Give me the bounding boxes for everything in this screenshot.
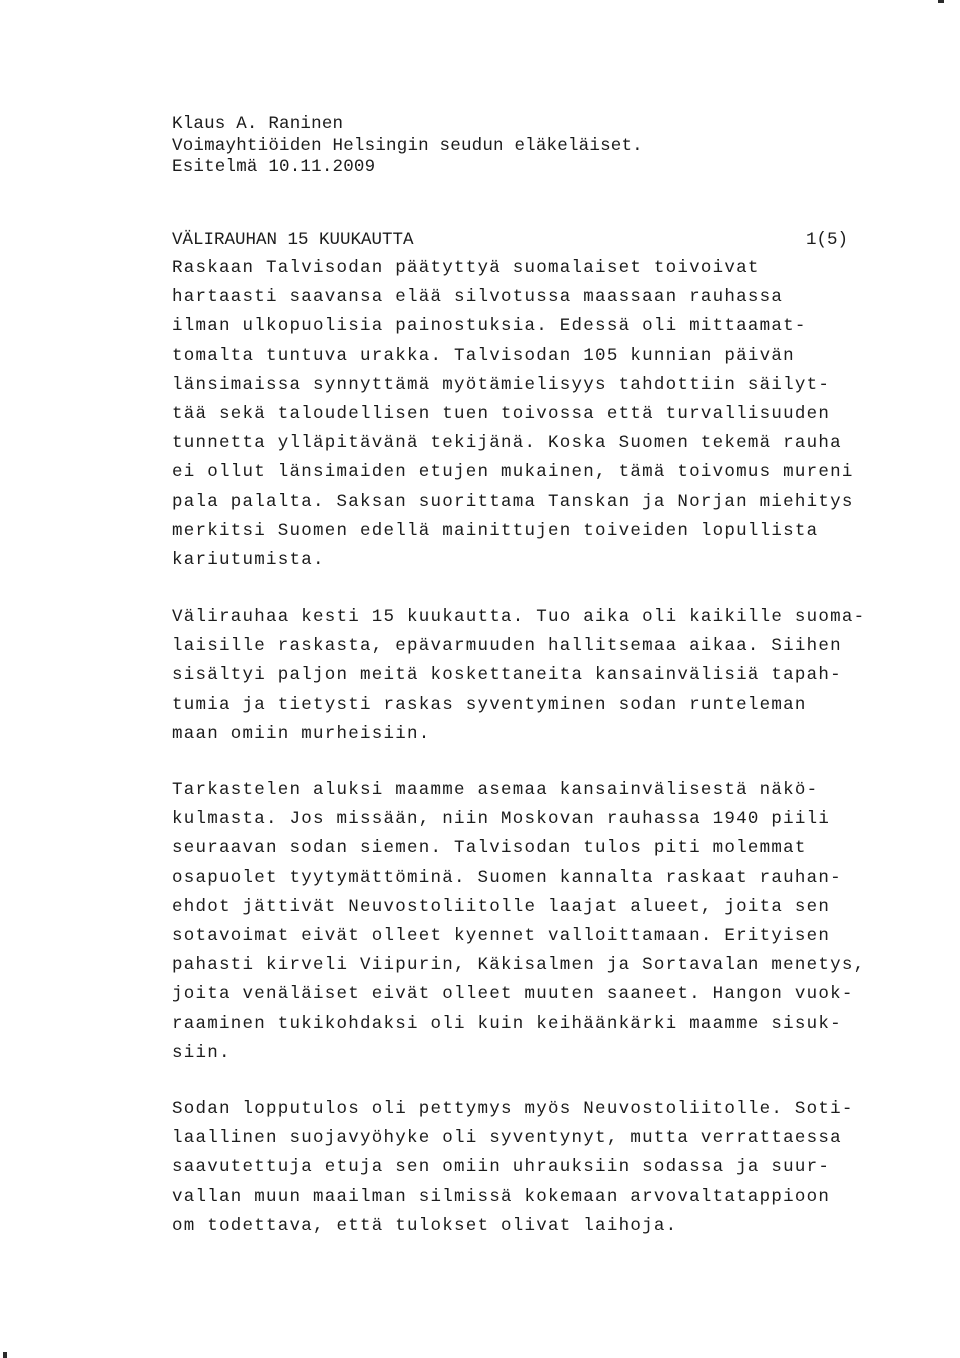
text-line: laallinen suojavyöhyke oli syventynyt, mutta verrattaessa — [172, 1128, 842, 1149]
document-header — [172, 114, 643, 179]
text-line: Välirauhaa kesti 15 kuukautta. Tuo aika oli kaikille suoma- — [172, 607, 866, 627]
paragraph-3 — [172, 776, 865, 1068]
text-line: raaminen tukikohdaksi oli kuin keihäänkärki maamme sisuk- — [172, 1013, 842, 1034]
text-line: tää sekä taloudellisen tuen toivossa että turvallisuuden — [172, 404, 831, 425]
text-line: länsimaissa synnyttämä myötämielisyys tahdottiin säilyt- — [172, 374, 831, 395]
text-line: sotavoimat eivät olleet kyennet valloittamaan. Erityisen — [172, 926, 831, 947]
text-line: pahasti kirveli Viipurin, Käkisalmen ja Sortavalan menetys, — [172, 955, 866, 976]
text-line: merkitsi Suomen edellä mainittujen toiveiden lopullista — [172, 520, 819, 541]
organization-name: Voimayhtiöiden Helsingin seudun eläkeläiset. — [172, 135, 643, 156]
text-line: siin. — [172, 1042, 231, 1063]
text-line: ehdot jättivät Neuvostoliitolle laajat alueet, joita sen — [172, 896, 831, 917]
paragraph-2 — [172, 603, 865, 749]
text-line: maan omiin murheisiin. — [172, 723, 431, 744]
text-line: seuraavan sodan siemen. Talvisodan tulos piti molemmat — [172, 838, 807, 859]
text-line: tumia ja tietysti raskas syventyminen sodan runteleman — [172, 694, 807, 715]
page-number: 1(5) — [805, 230, 848, 250]
text-line: sisältyi paljon meitä koskettaneita kansainvälisiä tapah- — [172, 665, 842, 686]
text-line: joita venäläiset eivät olleet muuten saaneet. Hangon vuok- — [172, 984, 854, 1005]
text-line: hartaasti saavansa elää silvotussa maassaan rauhassa — [172, 287, 784, 308]
text-line: tomalta tuntuva urakka. Talvisodan 105 kunnian päivän — [172, 345, 795, 366]
text-line: Tarkastelen aluksi maamme asemaa kansainvälisestä näkö- — [172, 780, 819, 800]
paragraph-4 — [172, 1095, 854, 1241]
text-line: Sodan lopputulos oli pettymys myös Neuvostoliitolle. Soti- — [172, 1099, 854, 1119]
scan-mark — [938, 0, 944, 3]
text-line: vallan muun maailman silmissä kokemaan arvovaltatappioon — [172, 1186, 831, 1207]
text-line: tunnetta ylläpitävänä tekijänä. Koska Suomen tekemä rauha — [172, 433, 842, 454]
presentation-date: Esitelmä 10.11.2009 — [172, 157, 376, 177]
text-line: kulmasta. Jos missään, niin Moskovan rauhassa 1940 piili — [172, 809, 831, 830]
scan-mark — [3, 1352, 7, 1358]
text-line: ei ollut länsimaiden etujen mukainen, tämä toivomus mureni — [172, 462, 854, 483]
text-line: om todettava, että tulokset olivat laihoja. — [172, 1215, 678, 1236]
text-line: pala palalta. Saksan suorittama Tanskan ja Norjan miehitys — [172, 491, 854, 512]
text-line: ilman ulkopuolisia painostuksia. Edessä oli mittaamat- — [172, 316, 807, 337]
text-line: kariutumista. — [172, 550, 325, 571]
text-line: laisille raskasta, epävarmuuden hallitsemaa aikaa. Siihen — [172, 636, 842, 657]
text-line: osapuolet tyytymättöminä. Suomen kannalta raskaat rauhan- — [172, 867, 842, 888]
text-line: Raskaan Talvisodan päätyttyä suomalaiset toivoivat — [172, 258, 760, 278]
text-line: saavutettuja etuja sen omiin uhrauksiin sodassa ja suur- — [172, 1157, 831, 1178]
paragraph-1 — [172, 254, 854, 575]
author-name: Klaus A. Raninen — [172, 114, 344, 134]
document-title: VÄLIRAUHAN 15 KUUKAUTTA — [172, 230, 414, 250]
